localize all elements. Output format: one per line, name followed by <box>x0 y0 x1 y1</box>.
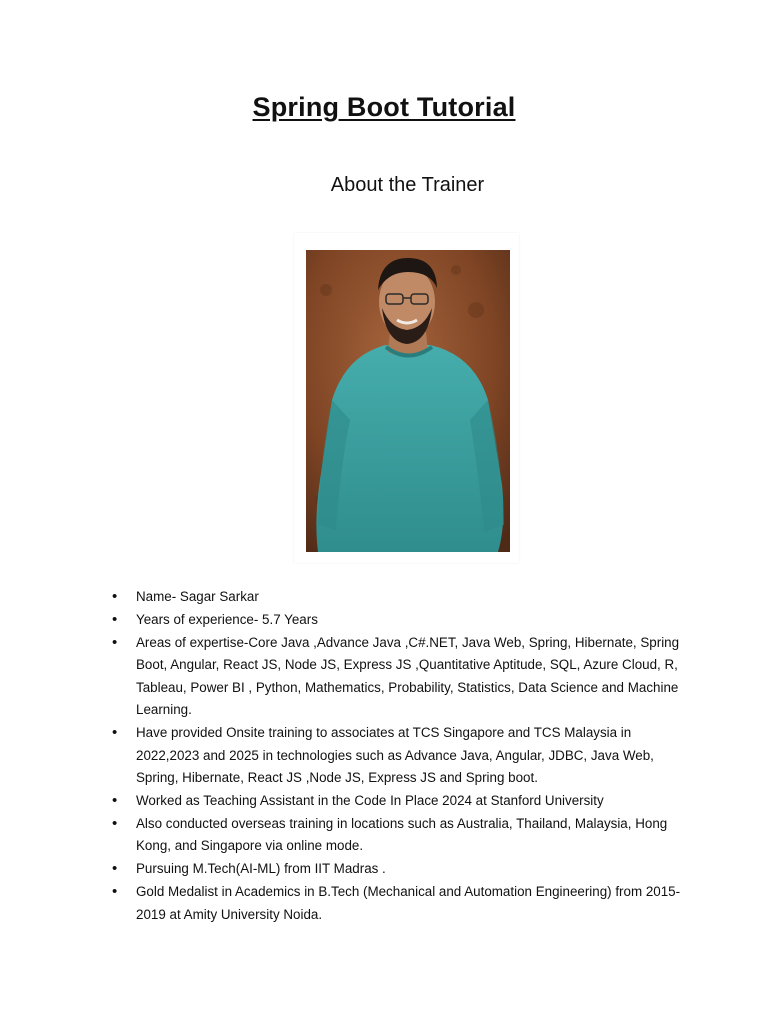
trainer-portrait-image <box>306 250 510 552</box>
section-heading: About the Trainer <box>330 174 485 196</box>
list-item-expertise: • Areas of expertise-Core Java ,Advance Java ,C#.NET, Java Web, Spring, Hibernate, Spring Boot, Angular, React JS, Node JS, Express JS ,Quantitative Aptitude, SQL, Azure Cloud, R, Tableau, Power BI , Python, Mathematics, Probability, Statistics, Data Science and Machine Learning. <box>112 632 692 722</box>
trainer-photo-frame <box>294 233 519 563</box>
list-item-onsite-training: • Have provided Onsite training to associates at TCS Singapore and TCS Malaysia in 2022,2023 and 2025 in technologies such as Advance Java, Angular, JDBC, Java Web, Spring, Hibernate, React JS ,Node JS, Express JS and Spring boot. <box>112 722 692 789</box>
list-item-mtech: • Pursuing M.Tech(AI-ML) from IIT Madras . <box>112 858 692 880</box>
list-item-overseas-training: • Also conducted overseas training in locations such as Australia, Thailand, Malaysia, Hong Kong, and Singapore via online mode. <box>112 813 692 858</box>
list-item-name: • Name- Sagar Sarkar <box>112 586 692 608</box>
list-item-gold-medalist: • Gold Medalist in Academics in B.Tech (Mechanical and Automation Engineering) from 2015- 2019 at Amity University Noida. <box>112 881 692 926</box>
list-item-teaching-assistant: • Worked as Teaching Assistant in the Code In Place 2024 at Stanford University <box>112 790 692 812</box>
trainer-details-list <box>112 586 692 927</box>
page-title: Spring Boot Tutorial <box>252 92 516 122</box>
list-item-experience: • Years of experience- 5.7 Years <box>112 609 692 631</box>
trainer-photo <box>306 250 510 552</box>
